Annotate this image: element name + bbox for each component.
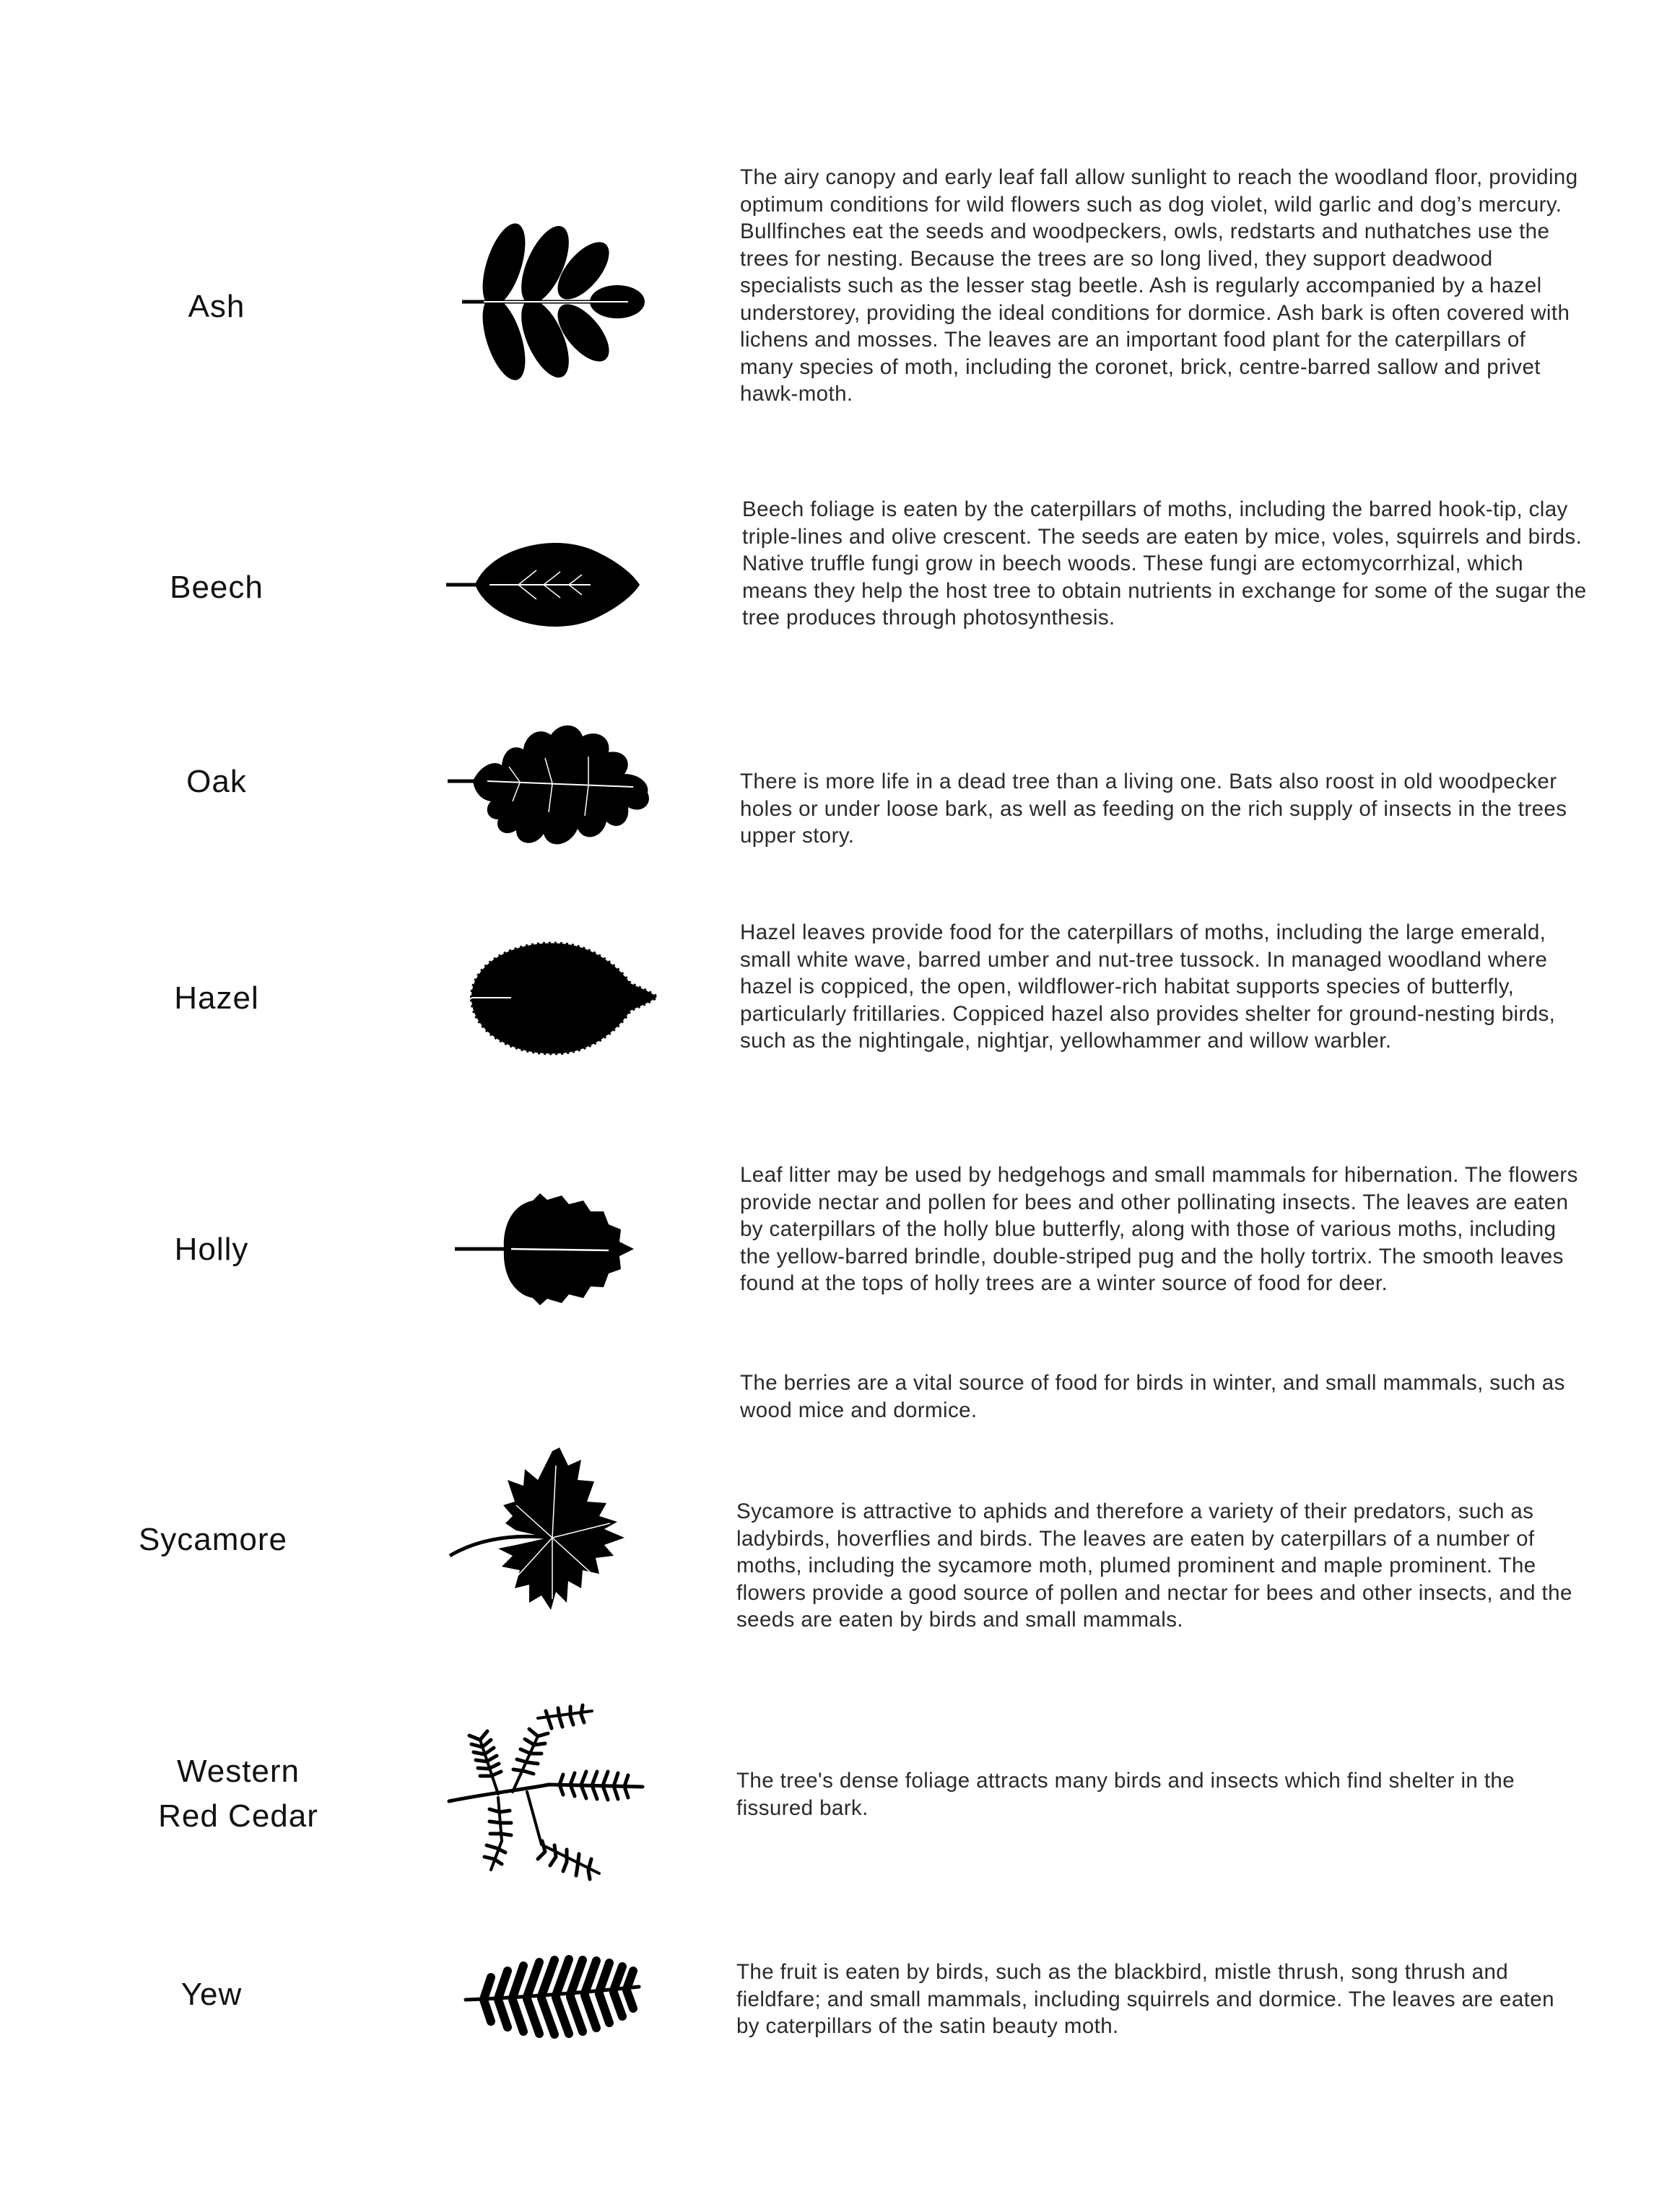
hazel-leaf-icon — [468, 936, 663, 1059]
tree-description-beech — [742, 496, 1587, 632]
holly-leaf-icon — [453, 1190, 648, 1312]
tree-name-western-red-cedar — [130, 1749, 347, 1839]
tree-name-sycamore: Sycamore — [138, 1522, 288, 1557]
description-paragraph: The tree's dense foliage attracts many birds and insects which find shelter in the fissured bark. — [736, 1769, 1515, 1820]
tree-name-yew: Yew — [180, 1977, 243, 2012]
description-paragraph: Beech foliage is eaten by the caterpillars of moths, including the barred hook-tip, clay triple-lines and olive crescent. The seeds are eaten by mice, voles, squirrels and birds. Native truffle fungi grow in beech woods. These fungi are ectomycorrhizal, which means they help the host tree to obtain nutrients in exchange for some of the sugar the tree produces through photosynthesis. — [742, 497, 1587, 630]
oak-leaf-icon — [444, 715, 661, 852]
description-paragraph: The fruit is eaten by birds, such as the blackbird, mistle thrush, song thrush and fieldfare; and small mammals, including squirrels and dormice. The leaves are eaten by caterpillars of the satin beauty moth. — [736, 1960, 1554, 2038]
description-paragraph: Hazel leaves provide food for the caterpillars of moths, including the large emerald, small white wave, barred umber and nut-tree tussock. In managed woodland where hazel is coppiced, the open, wildflower-rich habitat supports species of butterfly, particularly fritillaries. Coppiced hazel also provides shelter for ground-nesting birds, such as the nightingale, nightjar, yellowhammer and willow warbler. — [740, 920, 1556, 1053]
tree-description-yew — [736, 1959, 1581, 2040]
description-paragraph: There is more life in a dead tree than a living one. Bats also roost in old woodpecker holes or under loose bark, as well as feeding on the rich supply of insects in the trees upper story. — [740, 770, 1567, 848]
tree-description-holly-extra — [740, 1370, 1585, 1424]
tree-name-hazel: Hazel — [174, 980, 259, 1016]
description-paragraph: Sycamore is attractive to aphids and therefore a variety of their predators, such as ladybirds, hoverflies and birds. The leaves are eaten by caterpillars of a number of moths, including the sycamore moth, plumed prominent and maple prominent. The flowers provide a good source of pollen and nectar for bees and other insects, and the seeds are eaten by birds and small mammals. — [736, 1499, 1572, 1632]
tree-description-holly — [740, 1162, 1585, 1297]
tree-name-oak: Oak — [186, 764, 247, 799]
western-red-cedar-leaf-icon — [448, 1704, 650, 1884]
ash-leaf-icon — [455, 220, 657, 393]
tree-name-line-2: Red Cedar — [158, 1798, 318, 1834]
tree-name-line-1: Western — [176, 1754, 300, 1789]
description-paragraph: The airy canopy and early leaf fall allow sunlight to reach the woodland floor, providing optimum conditions for wild flowers such as dog violet, wild garlic and dog’s mercury. Bullfinches eat the seeds and woodpeckers, owls, redstarts and nuthatches use the trees for nesting. Because the trees are so long lived, they support deadwood specialists such as the lesser stag beetle. Ash is regularly accompanied by a hazel understorey, providing the ideal conditions for dormice. Ash bark is often covered with lichens and mosses. The leaves are an important food plant for the caterpillars of many species of moth, including the coronet, brick, centre-barred sallow and privet hawk-moth. — [740, 165, 1578, 406]
tree-description-oak — [740, 768, 1585, 850]
yew-leaf-icon — [462, 1942, 643, 2050]
tree-name-beech: Beech — [170, 570, 264, 605]
tree-description-ash — [740, 164, 1585, 408]
tree-description-western-red-cedar — [736, 1767, 1581, 1821]
description-paragraph: The berries are a vital source of food for birds in winter, and small mammals, such as wood mice and dormice. — [740, 1371, 1565, 1422]
tree-description-sycamore — [736, 1498, 1581, 1634]
description-paragraph: Leaf litter may be used by hedgehogs and small mammals for hibernation. The flowers provide nectar and pollen for bees and other pollinating insects. The leaves are eaten by caterpillars of the holly blue butterfly, along with those of various moths, including the yellow-barred brindle, double-striped pug and the holly tortrix. The smooth leaves found at the tops of holly trees are a winter source of food for deer. — [740, 1163, 1578, 1295]
sycamore-leaf-icon — [444, 1437, 661, 1639]
tree-description-hazel — [740, 919, 1585, 1055]
beech-leaf-icon — [446, 534, 648, 635]
tree-name-ash: Ash — [188, 289, 245, 324]
tree-name-holly: Holly — [174, 1232, 249, 1267]
